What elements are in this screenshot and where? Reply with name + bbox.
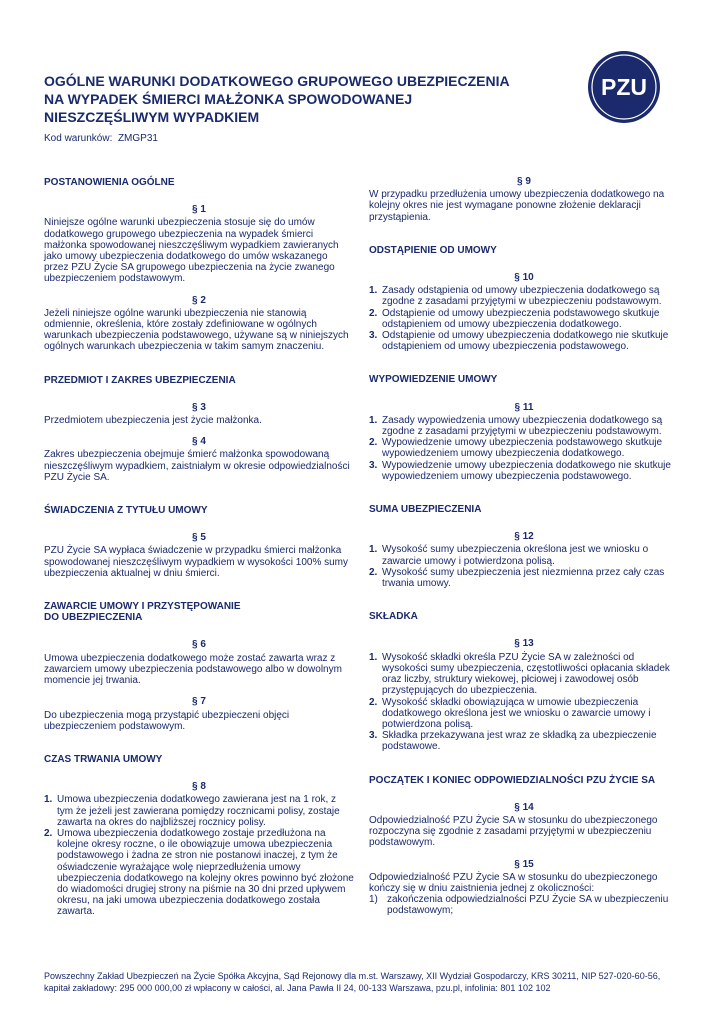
list-item-text: Wypowiedzenie umowy ubezpieczenia podstawowego skutkuje wypowiedzeniem umowy ubezpieczenia dodatkowego. bbox=[382, 437, 663, 460]
paragraph-number: § 12 bbox=[514, 531, 534, 543]
paragraph-number: § 14 bbox=[514, 801, 534, 813]
section-title: POSTANOWIENIA OGÓLNE bbox=[44, 177, 175, 188]
paragraph-number: § 11 bbox=[514, 401, 534, 413]
paragraph-number: § 9 bbox=[517, 176, 531, 187]
section-title: POCZĄTEK I KONIEC ODPOWIEDZIALNOŚCI PZU ŻYCIE SA bbox=[369, 774, 656, 786]
title-line-3: NIESZCZĘŚLIWYM WYPADKIEM bbox=[44, 109, 260, 125]
title-line-2: NA WYPADEK ŚMIERCI MAŁŻONKA SPOWODOWANEJ bbox=[44, 91, 413, 107]
list-item-text: Zasady odstąpienia od umowy ubezpieczenia dodatkowego są zgodne z zasadami przyjętymi w ubezpieczeniu podstawowym. bbox=[382, 285, 662, 308]
footer-line-1: Powszechny Zakład Ubezpieczeń na Życie Spółka Akcyjna, Sąd Rejonowy dla m.st. Warszawy, XII Wydział Gospodarczy, KRS 30211, NIP 527-020-60-56, bbox=[44, 971, 661, 981]
right-column bbox=[369, 170, 679, 917]
paragraph-number: § 6 bbox=[192, 639, 206, 651]
numbered-list bbox=[369, 652, 679, 753]
list-item-text: Wysokość sumy ubezpieczenia jest niezmienna przez cały czas trwania umowy. bbox=[382, 566, 665, 590]
section-title: ŚWIADCZENIA Z TYTUŁU UMOWY bbox=[44, 505, 208, 517]
footer-line-2: kapitał zakładowy: 295 000 000,00 zł wpłacony w całości, al. Jana Pawła II 24, 00-133 Warszawa, pzu.pl, infolinia: 801 102 102 bbox=[44, 983, 551, 993]
paragraph-number: § 8 bbox=[192, 781, 206, 793]
paragraph-text: Jeżeli niniejsze ogólne warunki ubezpieczenia nie stanowią odmiennie, określenia, które zostały zdefiniowane w ogólnych warunkach ubezpieczenia podstawowego, używane są w niniejszych ogólnych warunkach ubezpieczenia w takim samym znaczeniu. bbox=[44, 307, 349, 353]
pzu-logo bbox=[587, 50, 661, 124]
list-item bbox=[369, 567, 679, 589]
list-item-number: 2. bbox=[369, 566, 378, 578]
list-item bbox=[369, 652, 679, 697]
list-item-number: 2. bbox=[369, 696, 378, 708]
list-item-number: 2. bbox=[44, 827, 53, 839]
document-title bbox=[44, 72, 544, 126]
list-item-number: 3. bbox=[369, 730, 378, 742]
section-title-line-1: ZAWARCIE UMOWY I PRZYSTĘPOWANIE bbox=[44, 601, 241, 613]
paragraph-number: § 7 bbox=[192, 696, 206, 708]
section-title: CZAS TRWANIA UMOWY bbox=[44, 753, 163, 765]
list-item bbox=[369, 308, 679, 330]
paragraph-text: Do ubezpieczenia mogą przystąpić ubezpieczeni objęci ubezpieczeniem podstawowym. bbox=[44, 709, 290, 732]
list-item bbox=[369, 437, 679, 459]
list-item-number: 3. bbox=[369, 459, 378, 471]
conditions-code-value: ZMGP31 bbox=[117, 133, 158, 144]
numbered-list bbox=[369, 285, 679, 352]
list-item-text: zakończenia odpowiedzialności PZU Życie SA w ubezpieczeniu podstawowym; bbox=[387, 894, 669, 917]
list-item bbox=[369, 330, 679, 352]
paragraph-number: § 4 bbox=[192, 436, 206, 448]
paragraph-number: § 10 bbox=[514, 272, 534, 284]
paragraph-text: Niniejsze ogólne warunki ubezpieczenia stosuje się do umów dodatkowego grupowego ubezpieczenia na wypadek śmierci małżonka spowodowanej nieszczęśliwym wypadkiem zawieranych jako umowy ubezpieczenia dodatkowego do umów wskazanego przez PZU Życie SA grupowego ubezpieczenia na życie zwanego ubezpieczeniem podstawowym. bbox=[44, 217, 339, 285]
paragraph-text: Odpowiedzialność PZU Życie SA w stosunku do ubezpieczonego kończy się w dniu zaistnienia jednej z okoliczności: bbox=[369, 871, 658, 894]
section-title: ODSTĄPIENIE OD UMOWY bbox=[369, 244, 497, 256]
list-item-number: 1. bbox=[369, 544, 378, 556]
list-item-text: Składka przekazywana jest wraz ze składką za ubezpieczenie podstawowe. bbox=[382, 730, 657, 753]
numbered-list bbox=[369, 894, 679, 916]
list-item-text: Wysokość składki określa PZU Życie SA w zależności od wysokości sumy ubezpieczenia, częstotliwości opłacania składek oraz liczby, struktury wiekowej, płciowej i zawodowej osób przystępujących do ubezpieczenia. bbox=[382, 651, 670, 697]
list-item-number: 1. bbox=[369, 414, 378, 426]
list-item-text: Wysokość składki obowiązująca w umowie ubezpieczenia dodatkowego określona jest we wniosku o zawarcie umowy i potwierdzona polisą. bbox=[382, 696, 651, 730]
list-item-text: Wypowiedzenie umowy ubezpieczenia dodatkowego nie skutkuje wypowiedzeniem umowy ubezpieczenia podstawowego. bbox=[382, 459, 671, 482]
section-title-line-2: DO UBEZPIECZENIA bbox=[44, 612, 143, 624]
list-item-number: 1. bbox=[44, 794, 53, 806]
paragraph-text: PZU Życie SA wypłaca świadczenie w przypadku śmierci małżonka spowodowanej nieszczęśliwym wypadkiem w wysokości 100% sumy ubezpieczenia aktualnej w dniu śmierci. bbox=[44, 545, 349, 579]
paragraph-text: Przedmiotem ubezpieczenia jest życie małżonka. bbox=[44, 415, 262, 427]
list-item-text: Odstąpienie od umowy ubezpieczenia podstawowego skutkuje odstąpieniem od umowy ubezpieczenia dodatkowego. bbox=[382, 307, 660, 330]
paragraph-number: § 15 bbox=[514, 858, 534, 870]
list-item bbox=[369, 730, 679, 752]
paragraph-number: § 3 bbox=[192, 401, 206, 413]
list-item-text: Umowa ubezpieczenia dodatkowego zawierana jest na 1 rok, z tym że jeżeli jest zawierana pomiędzy rocznicami polisy, zostaje zawarta na okres do najbliższej rocznicy polisy. bbox=[57, 794, 340, 828]
paragraph-number: § 2 bbox=[192, 294, 206, 306]
paragraph-text: Odpowiedzialność PZU Życie SA w stosunku do ubezpieczonego rozpoczyna się zgodnie z zasadami przyjętymi w ubezpieczeniu podstawowym. bbox=[369, 814, 658, 849]
list-item bbox=[369, 460, 679, 482]
paragraph-text: Umowa ubezpieczenia dodatkowego może zostać zawarta wraz z zawarciem umowy ubezpieczenia podstawowego albo w dowolnym momencie jej trwania. bbox=[44, 652, 342, 687]
page-footer bbox=[44, 970, 684, 994]
list-item-text: Odstąpienie od umowy ubezpieczenia dodatkowego nie skutkuje odstąpieniem od umowy ubezpieczenia podstawowego. bbox=[382, 330, 669, 353]
numbered-list bbox=[369, 544, 679, 589]
paragraph-text: Zakres ubezpieczenia obejmuje śmierć małżonka spowodowaną nieszczęśliwym wypadkiem, zaistniałym w okresie odpowiedzialności PZU Życie SA. bbox=[44, 449, 350, 483]
list-item bbox=[369, 285, 679, 307]
conditions-code bbox=[44, 133, 158, 144]
section-title: SUMA UBEZPIECZENIA bbox=[369, 504, 482, 516]
list-item bbox=[369, 894, 679, 916]
list-item-number: 2. bbox=[369, 307, 378, 319]
paragraph-number: § 13 bbox=[514, 638, 534, 650]
paragraph-text: W przypadku przedłużenia umowy ubezpieczenia dodatkowego na kolejny okres nie jest wymagane ponowne złożenie deklaracji przystąpienia. bbox=[369, 189, 665, 223]
list-item-number: 3. bbox=[369, 330, 378, 342]
list-item bbox=[369, 697, 679, 731]
list-item-text: Umowa ubezpieczenia dodatkowego zostaje przedłużona na kolejne okresy roczne, o ile obowiązuje umowa ubezpieczenia podstawowego i żadna ze stron nie postanowi inaczej, z tym że oświadczenie wyrażające wolę nieprzedłużenia umowy ubezpieczenia dodatkowego na kolejny okres powinno być złożone do wiadomości drugiej strony na piśmie na 30 dni przed upływem okresu, na jaki umowa ubezpieczenia dodatkowego została zawarta. bbox=[57, 827, 354, 918]
list-item-number: 1. bbox=[369, 285, 378, 297]
list-item-number: 2. bbox=[369, 437, 378, 449]
list-item bbox=[369, 544, 679, 566]
conditions-code-label: Kod warunków: bbox=[44, 133, 113, 144]
list-item bbox=[369, 415, 679, 437]
left-column bbox=[44, 170, 354, 918]
list-item-number: 1. bbox=[369, 651, 378, 663]
numbered-list bbox=[369, 415, 679, 482]
paragraph-number: § 1 bbox=[192, 204, 206, 216]
list-item-number: 1) bbox=[369, 894, 378, 906]
section-title: PRZEDMIOT I ZAKRES UBEZPIECZENIA bbox=[44, 374, 236, 386]
list-item bbox=[44, 828, 354, 918]
section-title bbox=[44, 601, 354, 623]
list-item-text: Zasady wypowiedzenia umowy ubezpieczenia dodatkowego są zgodne z zasadami przyjętymi w ubezpieczeniu podstawowym. bbox=[382, 414, 663, 438]
list-item-text: Wysokość sumy ubezpieczenia określona jest we wniosku o zawarcie umowy i potwierdzona polisą. bbox=[382, 544, 649, 567]
section-title: WYPOWIEDZENIE UMOWY bbox=[369, 374, 498, 386]
numbered-list bbox=[44, 794, 354, 917]
section-title: SKŁADKA bbox=[369, 611, 418, 623]
logo-text: PZU bbox=[601, 74, 647, 100]
list-item bbox=[44, 794, 354, 828]
title-line-1: OGÓLNE WARUNKI DODATKOWEGO GRUPOWEGO UBEZPIECZENIA bbox=[44, 73, 510, 89]
paragraph-number: § 5 bbox=[192, 532, 206, 544]
